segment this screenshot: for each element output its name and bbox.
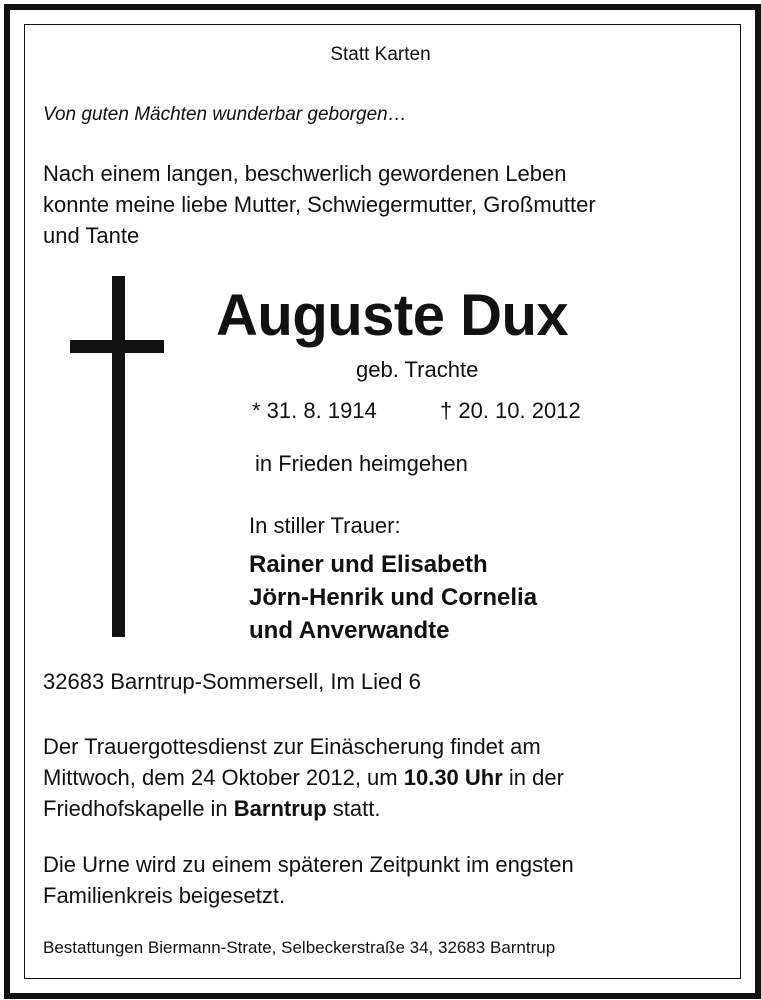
maiden-name: geb. Trachte xyxy=(356,357,479,382)
service-line xyxy=(43,793,564,824)
mourners-list xyxy=(249,548,537,647)
service-info xyxy=(43,731,564,824)
mourner-line: Jörn-Henrik und Cornelia xyxy=(249,584,538,611)
intro-line: und Tante xyxy=(43,223,140,248)
intro-line: Nach einem langen, beschwerlich gewordenen Leben xyxy=(43,161,567,186)
urn-info xyxy=(43,849,574,911)
service-line xyxy=(43,762,564,793)
intro-line: konnte meine liebe Mutter, Schwiegermutter, Großmutter xyxy=(43,192,596,217)
service-line: Der Trauergottesdienst zur Einäscherung findet am xyxy=(43,734,541,759)
death-date: † 20. 10. 2012 xyxy=(440,398,581,423)
urn-line: Die Urne wird zu einem späteren Zeitpunkt im engsten xyxy=(43,852,574,877)
service-time: 10.30 Uhr xyxy=(403,765,503,790)
service-text: Mittwoch, dem 24 Oktober 2012, um xyxy=(43,765,404,790)
cross-icon xyxy=(112,276,125,637)
notice-header: Statt Karten xyxy=(330,44,431,65)
deceased-name: Auguste Dux xyxy=(216,283,569,348)
cross-icon-bar xyxy=(70,340,164,353)
intro-text xyxy=(43,158,596,251)
birth-date: * 31. 8. 1914 xyxy=(252,398,377,423)
service-text: in der xyxy=(502,765,564,790)
family-address: 32683 Barntrup-Sommersell, Im Lied 6 xyxy=(43,669,421,694)
rest-phrase: in Frieden heimgehen xyxy=(255,451,468,476)
urn-line: Familienkreis beigesetzt. xyxy=(43,883,286,908)
service-text: Friedhofskapelle in xyxy=(43,796,234,821)
motto: Von guten Mächten wunderbar geborgen… xyxy=(43,104,407,125)
mourning-intro: In stiller Trauer: xyxy=(249,513,401,538)
undertaker-info: Bestattungen Biermann-Strate, Selbeckerstraße 34, 32683 Barntrup xyxy=(43,938,556,957)
service-place: Barntrup xyxy=(233,796,327,821)
mourner-line: Rainer und Elisabeth xyxy=(249,551,488,578)
service-text: statt. xyxy=(326,796,381,821)
mourner-line: und Anverwandte xyxy=(249,617,450,644)
